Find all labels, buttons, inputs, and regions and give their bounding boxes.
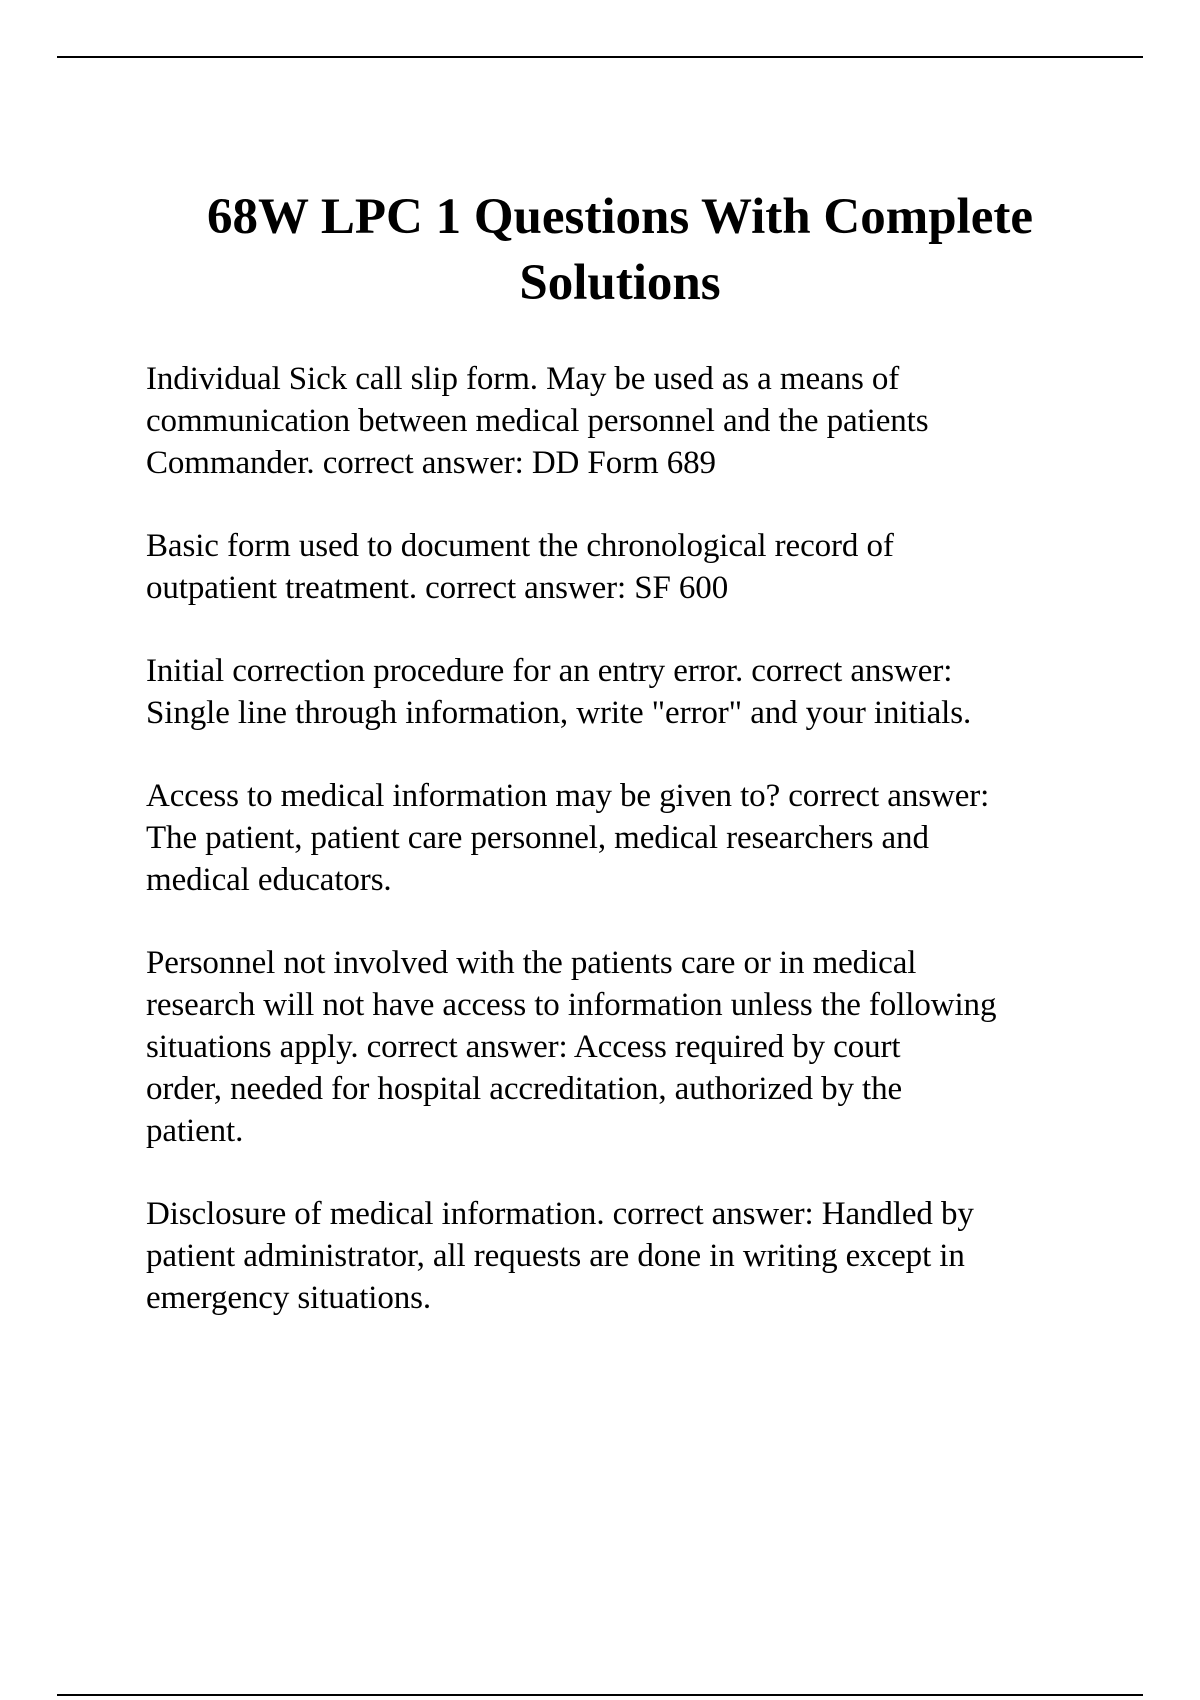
qa-item [146,775,1106,901]
qa-item [146,942,1106,1152]
qa-line: Access to medical information may be given to? correct answer: [146,778,990,814]
qa-line: Single line through information, write "error" and your initials. [146,695,972,731]
qa-item [146,650,1106,734]
qa-line: patient administrator, all requests are done in writing except in [146,1238,965,1274]
qa-line: order, needed for hospital accreditation, authorized by the [146,1071,903,1107]
qa-line: outpatient treatment. correct answer: SF 600 [146,570,729,606]
qa-line: patient. [146,1113,244,1149]
qa-item [146,525,1106,609]
qa-line: situations apply. correct answer: Access required by court [146,1029,901,1065]
qa-line: The patient, patient care personnel, medical researchers and [146,820,929,856]
qa-item [146,1193,1106,1319]
title-line: 68W LPC 1 Questions With Complete [207,189,1033,245]
qa-line: emergency situations. [146,1280,432,1316]
top-divider [57,56,1143,58]
qa-list [146,358,1106,1360]
qa-line: research will not have access to information unless the following [146,987,997,1023]
qa-line: Basic form used to document the chronological record of [146,528,894,564]
page-title [100,184,1140,316]
qa-line: communication between medical personnel and the patients [146,403,929,439]
qa-line: Personnel not involved with the patients care or in medical [146,945,917,981]
qa-line: Initial correction procedure for an entry error. correct answer: [146,653,953,689]
title-line: Solutions [519,255,721,311]
qa-line: Individual Sick call slip form. May be used as a means of [146,361,900,397]
qa-line: medical educators. [146,862,392,898]
bottom-divider [57,1694,1143,1696]
qa-item [146,358,1106,484]
qa-line: Commander. correct answer: DD Form 689 [146,445,716,481]
qa-line: Disclosure of medical information. correct answer: Handled by [146,1196,974,1232]
